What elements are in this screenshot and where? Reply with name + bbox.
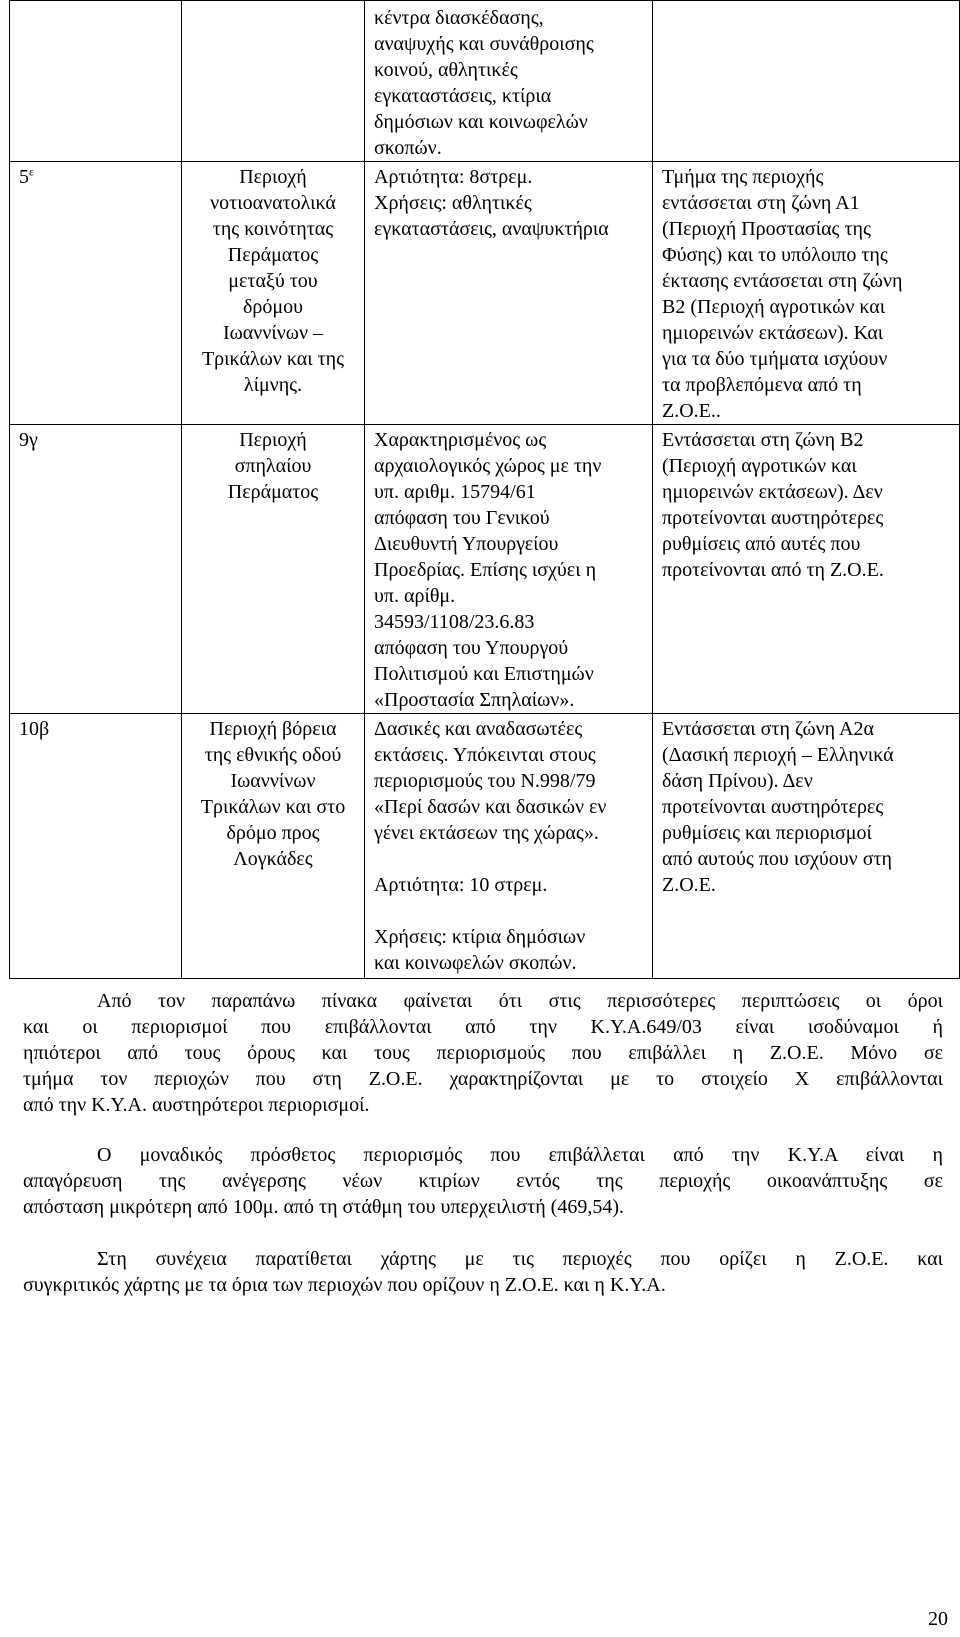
text-line: λίμνης.	[243, 374, 303, 396]
text-line: Περάματος	[227, 244, 319, 266]
text-line: ημιορεινών εκτάσεων). Δεν	[662, 481, 883, 503]
text-line: της κοινότητας	[212, 218, 334, 240]
text-line: Διευθυντή Υπουργείου	[374, 533, 559, 555]
text-line: από αυτούς που ισχύουν στη	[662, 848, 892, 870]
zone-id: 5	[19, 166, 29, 188]
text-line: νοτιοανατολικά	[210, 192, 336, 214]
text-line: μεταξύ του	[228, 270, 318, 292]
zone-description-cell	[182, 162, 365, 425]
text-line: Ζ.Ο.Ε.	[662, 874, 716, 896]
text-line: Περιοχή βόρεια	[209, 718, 337, 740]
text-line: Ιωαννίνων –	[222, 322, 324, 344]
text-line: δρόμου	[242, 296, 304, 318]
text-line: Ζ.Ο.Ε..	[662, 400, 721, 422]
zone-rules-cell	[365, 162, 653, 425]
text-line: Β2 (Περιοχή αγροτικών και	[662, 296, 886, 318]
text-line: τμήμα τον περιοχών που στη Ζ.Ο.Ε. χαρακτηρίζονται με το στοιχείο Χ επιβάλλονται	[23, 1068, 943, 1090]
text-line: Προεδρίας. Επίσης ισχύει η	[374, 559, 597, 581]
text-line: Χαρακτηρισμένος ως	[374, 429, 547, 451]
text-line: Από τον παραπάνω πίνακα φαίνεται ότι στις περισσότερες περιπτώσεις οι όροι	[97, 990, 943, 1012]
text-line: (Περιοχή αγροτικών και	[662, 455, 857, 477]
text-line: Περιοχή	[239, 429, 307, 451]
text-line: τα προβλεπόμενα από τη	[662, 374, 862, 396]
text-line: Εντάσσεται στη ζώνη Α2α	[662, 718, 874, 740]
paragraph-3	[23, 1246, 943, 1298]
spacer	[374, 846, 643, 872]
zone-rules-cell	[365, 714, 653, 979]
text-line: γένει εκτάσεων της χώρας».	[374, 822, 599, 844]
text-line: σκοπών.	[374, 137, 442, 159]
paragraph-1	[23, 988, 943, 1118]
text-line: εντάσσεται στη ζώνη Α1	[662, 192, 860, 214]
text-line: δημόσιων και κοινωφελών	[374, 111, 588, 133]
text-line: περιορισμούς του Ν.998/79	[374, 770, 596, 792]
text-line: και οι περιορισμοί που επιβάλλονται από την Κ.Υ.Α.649/03 είναι ισοδύναμοι ή	[23, 1016, 943, 1038]
text-line: δάση Πρίνου). Δεν	[662, 770, 813, 792]
text-line: (Δασική περιοχή – Ελληνικά	[662, 744, 894, 766]
zone-description-cell	[182, 1, 365, 162]
text-line: Εντάσσεται στη ζώνη Β2	[662, 429, 864, 451]
text-line: Στη συνέχεια παρατίθεται χάρτης με τις περιοχές που ορίζει η Ζ.Ο.Ε. και	[97, 1248, 943, 1270]
text-line: εγκαταστάσεις, κτίρια	[374, 85, 552, 107]
text-line: δρόμο προς	[226, 822, 320, 844]
zoe-comparison-cell	[653, 162, 960, 425]
zone-id-cell	[10, 1, 182, 162]
text-line: απόφαση του Γενικού	[374, 507, 550, 529]
text-line: «Προστασία Σπηλαίων».	[374, 689, 575, 711]
text-line: αρχαιολογικός χώρος με την	[374, 455, 602, 477]
text-line: Τρικάλων και της	[201, 348, 345, 370]
text-line: εγκαταστάσεις, αναψυκτήρια	[374, 218, 609, 240]
zone-description-cell	[182, 425, 365, 714]
text-line: Περιοχή	[239, 166, 307, 188]
zone-rules-cell	[365, 1, 653, 162]
text-line: Τμήμα της περιοχής	[662, 166, 824, 188]
zone-description-cell	[182, 714, 365, 979]
text-line: απαγόρευση της ανέγερσης νέων κτιρίων εντός της περιοχής οικοανάπτυξης σε	[23, 1170, 943, 1192]
text-line: Αρτιότητα: 10 στρεμ.	[374, 874, 548, 896]
text-line: κέντρα διασκέδασης,	[374, 7, 544, 29]
text-line: για τα δύο τμήματα ισχύουν	[662, 348, 888, 370]
text-line: και κοινωφελών σκοπών.	[374, 952, 577, 974]
text-line: Περάματος	[227, 481, 319, 503]
zoe-comparison-cell	[653, 1, 960, 162]
text-line: προτείνονται από τη Ζ.Ο.Ε.	[662, 559, 884, 581]
zoe-comparison-cell	[653, 425, 960, 714]
text-line: σπηλαίου	[234, 455, 312, 477]
text-line: Φύσης) και το υπόλοιπο της	[662, 244, 888, 266]
text-line: Χρήσεις: κτίρια δημόσιων	[374, 926, 586, 948]
zone-id-superscript: ε	[29, 164, 35, 179]
paragraph-2	[23, 1142, 943, 1220]
table-row	[10, 425, 960, 714]
text-line: προτείνονται αυστηρότερες	[662, 507, 884, 529]
text-line: απόφαση του Υπουργού	[374, 637, 569, 659]
zoe-comparison-cell	[653, 714, 960, 979]
zone-rules-cell	[365, 425, 653, 714]
text-line: αναψυχής και συνάθροισης	[374, 33, 594, 55]
text-line: απόσταση μικρότερη από 100μ. από τη στάθμη του υπερχειλιστή (469,54).	[23, 1196, 624, 1218]
text-line: ρυθμίσεις και περιορισμοί	[662, 822, 872, 844]
text-line: από την Κ.Υ.Α. αυστηρότεροι περιορισμοί.	[23, 1094, 370, 1116]
text-line: έκτασης εντάσσεται στη ζώνη	[662, 270, 903, 292]
text-line: προτείνονται αυστηρότερες	[662, 796, 884, 818]
text-line: Πολιτισμού και Επιστημών	[374, 663, 594, 685]
table-row	[10, 162, 960, 425]
text-line: υπ. αρίθμ.	[374, 585, 456, 607]
text-line: Λογκάδες	[233, 848, 313, 870]
zones-comparison-table	[9, 0, 960, 979]
text-line: Ιωαννίνων	[230, 770, 316, 792]
zone-id: 9γ	[19, 429, 38, 451]
zone-id-cell	[10, 162, 182, 425]
text-line: ρυθμίσεις από αυτές που	[662, 533, 861, 555]
text-line: «Περί δασών και δασικών εν	[374, 796, 607, 818]
text-line: 34593/1108/23.6.83	[374, 611, 535, 633]
page-number: 20	[928, 1608, 948, 1630]
text-line: της εθνικής οδού	[204, 744, 342, 766]
text-line: ηπιότεροι από τους όρους και τους περιορισμούς που επιβάλλει η Ζ.Ο.Ε. Μόνο σε	[23, 1042, 943, 1064]
text-line: ημιορεινών εκτάσεων). Και	[662, 322, 884, 344]
zone-id: 10β	[19, 718, 50, 740]
text-line: (Περιοχή Προστασίας της	[662, 218, 871, 240]
zone-id-cell	[10, 714, 182, 979]
text-line: Αρτιότητα: 8στρεμ.	[374, 166, 533, 188]
text-line: υπ. αριθμ. 15794/61	[374, 481, 536, 503]
text-line: Ο μοναδικός πρόσθετος περιορισμός που επιβάλλεται από την Κ.Υ.Α είναι η	[97, 1144, 943, 1166]
zone-id-cell	[10, 425, 182, 714]
text-line: κοινού, αθλητικές	[374, 59, 518, 81]
text-line: Τρικάλων και στο	[200, 796, 346, 818]
text-line: Δασικές και αναδασωτέες	[374, 718, 583, 740]
text-line: συγκριτικός χάρτης με τα όρια των περιοχών που ορίζουν η Ζ.Ο.Ε. και η Κ.Υ.Α.	[23, 1274, 666, 1296]
text-line: εκτάσεις. Υπόκεινται στους	[374, 744, 596, 766]
text-line: Χρήσεις: αθλητικές	[374, 192, 532, 214]
table-row	[10, 714, 960, 979]
table-row	[10, 1, 960, 162]
spacer	[374, 898, 643, 924]
